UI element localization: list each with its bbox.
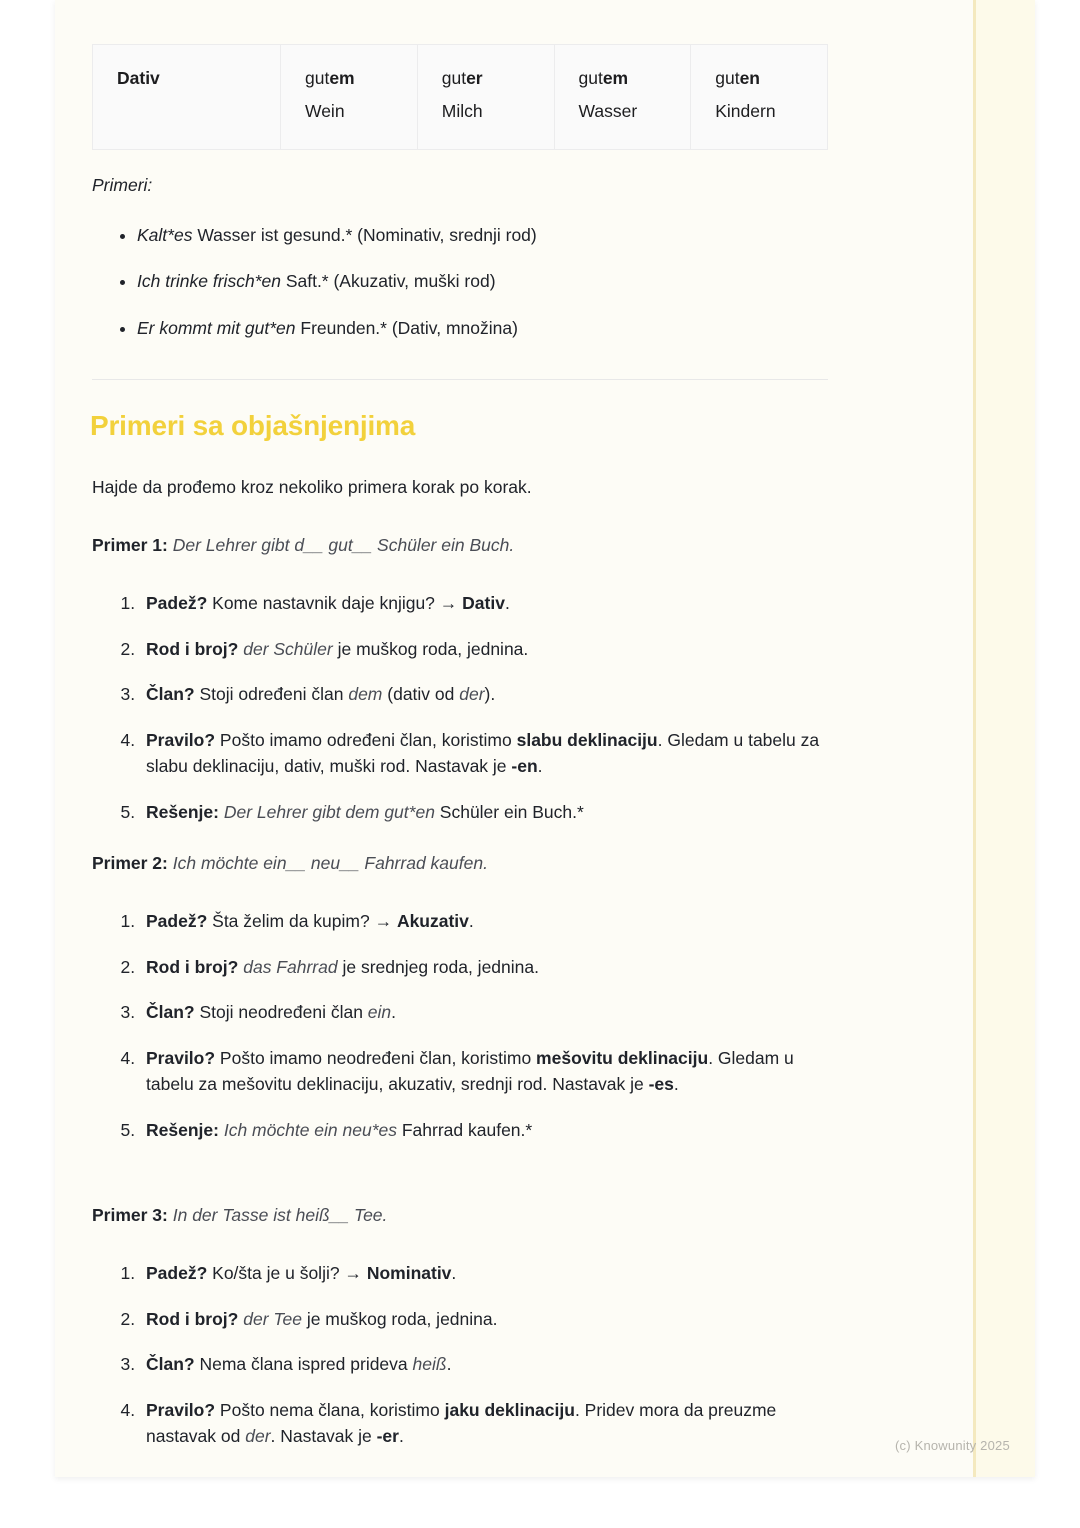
step-italic-2: der xyxy=(245,1426,271,1447)
example-italic: Ich trinke frisch*en xyxy=(137,271,281,292)
list-item xyxy=(140,1351,840,1378)
step-emphasis: jaku deklinaciju xyxy=(444,1399,575,1420)
step-answer: Šta želim da kupim? → xyxy=(207,911,397,931)
step-mid: . Gledam u tabelu za slabu deklinaciju, dativ, muški rod. Nastavak je xyxy=(146,729,820,777)
step-italic: der Tee xyxy=(243,1308,302,1329)
noun-label: Milch xyxy=(441,101,483,122)
list-item xyxy=(140,799,840,826)
step-question: Padež? xyxy=(146,593,208,613)
step-question: Pravilo? xyxy=(146,1399,216,1420)
page-edge-strip xyxy=(973,0,1035,1477)
noun-label: Kindern xyxy=(715,101,776,122)
list-item xyxy=(137,315,837,341)
adjective-stem: gut xyxy=(715,68,740,88)
step-question: Padež? xyxy=(146,911,208,931)
primer-sentence: In der Tasse ist heiß__ Tee. xyxy=(167,1205,388,1225)
noun-label: Wein xyxy=(305,101,345,122)
table-cell-feminine xyxy=(417,45,554,150)
adjective-ending: em xyxy=(602,68,629,88)
step-question: Rešenje: xyxy=(146,801,219,822)
step-emphasis: mešovitu deklinaciju xyxy=(536,1047,709,1068)
list-item xyxy=(140,954,840,981)
step-tail: . xyxy=(391,1002,397,1023)
section-lead: Hajde da prođemo kroz nekoliko primera korak po korak. xyxy=(92,477,532,497)
step-question: Član? xyxy=(146,1354,195,1375)
adjective-stem: gut xyxy=(578,68,603,88)
step-mid: (dativ od xyxy=(382,684,460,705)
step-emphasis: Nominativ xyxy=(366,1263,452,1283)
step-answer: Pošto imamo određeni član, koristimo xyxy=(215,729,517,750)
step-tail: . xyxy=(446,1354,452,1375)
copyright-watermark: (c) Knowunity 2025 xyxy=(895,1438,1010,1453)
page-title: Primeri sa objašnjenjima xyxy=(90,410,416,441)
list-item xyxy=(140,1260,840,1287)
table-row xyxy=(93,45,828,150)
primer-3-steps xyxy=(92,1260,840,1469)
step-tail: . xyxy=(451,1263,457,1283)
list-item xyxy=(140,727,840,780)
list-item xyxy=(140,636,840,663)
table-cell-plural xyxy=(691,45,828,150)
examples-list xyxy=(92,222,837,361)
step-italic: das Fahrrad xyxy=(243,956,338,977)
step-answer: Nema člana ispred prideva xyxy=(194,1354,413,1375)
list-item xyxy=(140,1117,840,1144)
table-cell-case: Dativ xyxy=(93,45,281,150)
example-italic: Er kommt mit gut*en xyxy=(137,317,296,338)
step-mid-2: . Nastavak je xyxy=(270,1426,377,1447)
primer-label: Primer 2: xyxy=(92,853,168,873)
step-question: Član? xyxy=(146,1002,195,1023)
example-rest: Saft.* (Akuzativ, muški rod) xyxy=(280,271,496,292)
list-item xyxy=(140,908,840,935)
primer-label: Primer 3: xyxy=(92,1205,168,1225)
adjective-form xyxy=(305,62,397,95)
list-item xyxy=(137,268,837,294)
adjective-form xyxy=(715,62,807,95)
list-item xyxy=(140,681,840,708)
list-item xyxy=(137,222,837,248)
example-italic: Kalt*es xyxy=(137,225,193,245)
example-rest: Wasser ist gesund.* (Nominativ, srednji rod) xyxy=(192,225,537,245)
adjective-ending: em xyxy=(329,68,355,88)
list-item xyxy=(140,590,840,617)
document-page xyxy=(55,0,1035,1477)
step-question: Rod i broj? xyxy=(146,1308,239,1329)
step-answer: Stoji određeni član xyxy=(194,684,349,705)
step-italic: dem xyxy=(348,684,383,705)
step-emphasis: slabu deklinaciju xyxy=(516,729,658,750)
step-tail: je muškog roda, jednina. xyxy=(332,638,529,659)
adjective-form xyxy=(579,62,671,95)
step-ending: -en xyxy=(511,756,538,777)
step-ending: -er xyxy=(376,1426,399,1447)
adjective-stem: gut xyxy=(305,68,330,88)
adjective-ending: en xyxy=(739,68,761,88)
step-question: Rod i broj? xyxy=(146,638,239,659)
step-italic: Ich möchte ein neu*es xyxy=(223,1119,397,1140)
step-question: Član? xyxy=(146,684,195,705)
list-item xyxy=(140,1306,840,1333)
step-tail: je srednjeg roda, jednina. xyxy=(337,956,539,977)
example-rest: Freunden.* (Dativ, množina) xyxy=(295,317,518,338)
step-emphasis: Dativ xyxy=(462,593,505,613)
step-answer: Pošto nema člana, koristimo xyxy=(215,1399,445,1420)
step-italic: der Schüler xyxy=(243,638,333,659)
adjective-form xyxy=(442,62,534,95)
primer-1-steps xyxy=(92,590,840,845)
adjective-ending: er xyxy=(466,68,483,88)
step-answer: Kome nastavnik daje knjigu? → xyxy=(207,593,463,613)
step-tail: . xyxy=(398,1426,404,1447)
primer-2-heading xyxy=(92,853,488,874)
list-item xyxy=(140,1397,840,1450)
examples-label: Primeri: xyxy=(92,175,153,195)
table-body xyxy=(93,45,828,150)
step-answer: Stoji neodređeni član xyxy=(194,1002,368,1023)
step-tail: . xyxy=(468,911,474,931)
primer-1-heading xyxy=(92,535,514,556)
declension-table xyxy=(92,44,828,150)
step-italic-2: der xyxy=(459,684,485,705)
list-item xyxy=(140,1045,840,1098)
list-item xyxy=(140,999,840,1026)
table-cell-masculine xyxy=(281,45,418,150)
step-emphasis: Akuzativ xyxy=(396,911,469,931)
primer-sentence: Ich möchte ein__ neu__ Fahrrad kaufen. xyxy=(167,853,488,873)
step-mid: . Pridev mora da preuzme nastavak od xyxy=(146,1399,777,1447)
step-tail: . xyxy=(504,593,510,613)
step-mid: . Gledam u tabelu za mešovitu deklinaciju, akuzativ, srednji rod. Nastavak je xyxy=(146,1047,794,1095)
step-tail: . xyxy=(673,1074,679,1095)
step-answer: Ko/šta je u šolji? → xyxy=(207,1263,367,1283)
adjective-stem: gut xyxy=(441,68,467,88)
step-tail: . xyxy=(537,756,543,777)
noun-label: Wasser xyxy=(578,101,638,122)
step-answer: Pošto imamo neodređeni član, koristimo xyxy=(215,1047,537,1068)
primer-2-steps xyxy=(92,908,840,1163)
step-italic: heiß xyxy=(412,1354,447,1375)
step-ending: -es xyxy=(648,1074,674,1095)
step-tail: je muškog roda, jednina. xyxy=(301,1308,498,1329)
step-italic: ein xyxy=(367,1002,392,1023)
step-question: Padež? xyxy=(146,1263,208,1283)
step-question: Rešenje: xyxy=(146,1119,219,1140)
step-tail: Schüler ein Buch.* xyxy=(434,801,584,822)
step-italic: Der Lehrer gibt dem gut*en xyxy=(223,801,435,822)
step-question: Rod i broj? xyxy=(146,956,239,977)
section-divider xyxy=(92,379,828,380)
step-question: Pravilo? xyxy=(146,1047,216,1068)
primer-3-heading xyxy=(92,1205,387,1226)
step-tail: Fahrrad kaufen.* xyxy=(397,1119,533,1140)
primer-label: Primer 1: xyxy=(92,535,168,555)
step-question: Pravilo? xyxy=(146,729,216,750)
step-tail: ). xyxy=(484,684,496,705)
table-cell-neuter xyxy=(554,45,691,150)
primer-sentence: Der Lehrer gibt d__ gut__ Schüler ein Buch. xyxy=(167,535,515,555)
